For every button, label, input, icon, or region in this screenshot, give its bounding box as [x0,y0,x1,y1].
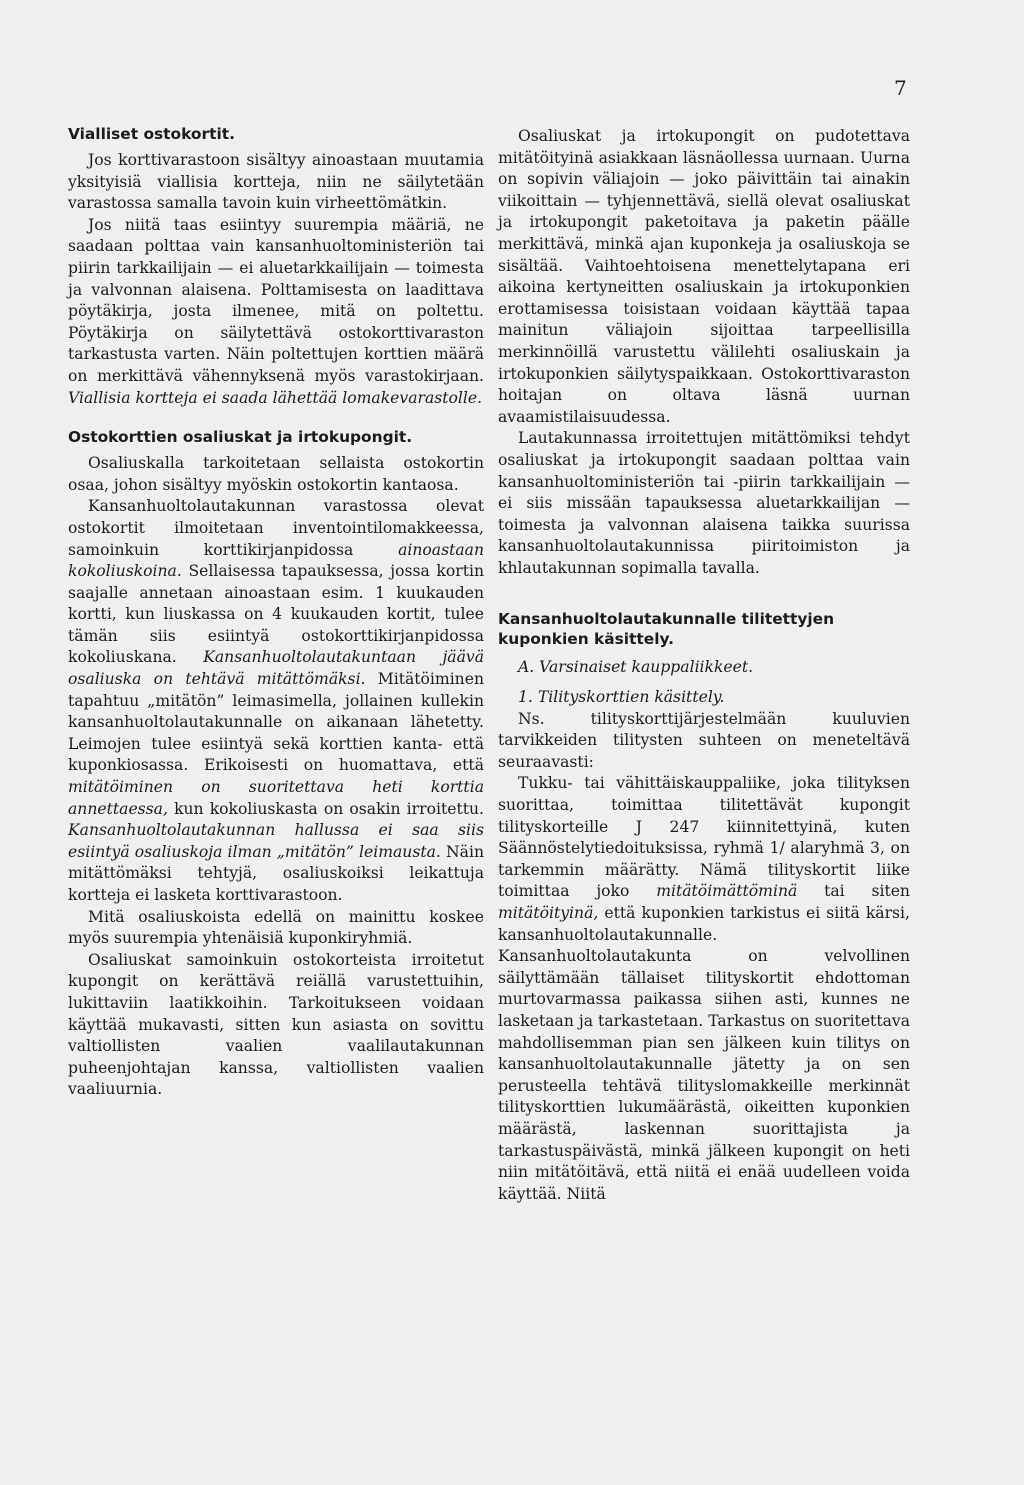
paragraph: Lautakunnassa irroitettujen mitättömiksi tehdyt osaliuskat ja irtokupongit saadaan polttaa vain kansanhuoltoministeriön tai -piirin tarkkailijain — ei siis missään tapauksessa aluetarkkailijan — toimesta ja valvonnan alaisena taikka suurissa kansanhuoltolautakunnissa piiritoimiston ja khlautakunnan sopimalla tavalla. [498,429,910,577]
italic-text: A. Varsinaiset kauppaliikkeet. [518,658,754,677]
italic-text: ainoastaan kokoliuskoina. [68,540,484,581]
text-span: Kansanhuoltolautakunnan varastossa olevat ostokortit ilmoitetaan inventointilomakkeessa, samoinkuin korttikirjanpidossa [68,497,484,559]
italic-text: 1. Tilityskorttien käsittely. [518,688,725,707]
text-span: kun kokoliuskasta on osakin irroitettu. [174,799,484,818]
paragraph: Osaliuskat ja irtokupongit on pudotettava mitätöityinä asiakkaan läsnäollessa uurnaan. Uurna on sopivin väliajoin — joko päivittäin tai ainakin viikoittain — tyhjennettävä, siellä olevat osaliuskat ja irtokupongit paketoitava ja paketin päälle merkittävä, minkä ajan kuponkeja ja osaliuskoja se sisältää. Vaihtoehtoisena menettelytapana eri aikoina kertyneitten osaliuskain ja irtokuponkien erottamisessa toisistaan voidaan käyttää tapaa mainitun väliajoin sijoittaa tarpeellisilla merkinnöillä varustettu välilehti osaliuskain ja irtokuponkien säilytyspaikkaan. Ostokorttivaraston hoitajan on oltava läsnä uurnan avaamistilaisuudessa. [498,127,910,426]
paragraph [68,496,484,906]
paragraph: Jos korttivarastoon sisältyy ainoastaan muutamia yksityisiä viallisia kortteja, niin ne säilytetään varastossa samalla tavoin kuin virheettömätkin. [68,151,484,213]
heading-vialliset-ostokortit: Vialliset ostokortit. [68,125,235,143]
heading-kuponkien-kasittely: Kansanhuoltolautakunnalle tilitettyjen kuponkien käsittely. [498,610,835,649]
text-span: Näin mitättömäksi tehtyjä, osaliuskoiksi leikattuja kortteja ei lasketa korttivarastoon. [68,842,484,904]
italic-text: Kansanhuoltolautakuntaan jäävä osaliuska on tehtävä mitättömäksi. [68,648,484,689]
paragraph: Ns. tilityskorttijärjestelmään kuuluvien tarvikkeiden tilitysten suhteen on meneteltävä seuraavasti: [498,709,910,771]
text-span: Mitätöiminen tapahtuu „mitätön” leimasimella, jollainen kullekin kansanhuoltolautakunnalle on aikanaan lähetetty. Leimojen tulee esiintyä sekä korttien kanta- että kuponkiosassa. Erikoisesti on huomattava, että [68,670,484,775]
text-span: Jos niitä taas esiintyy suurempia määriä, ne saadaan polttaa vain kansanhuoltoministeriön tai piirin tarkkailijain — ei aluetarkkailijain — toimesta ja valvonnan alaisena. Polttamisesta on laadittava pöytäkirja, josta ilmenee, mitä on poltettu. Pöytäkirja on säilytettävä ostokorttivaraston tarkastusta varten. Näin poltettujen korttien määrä on merkittävä vähennyksenä myös varastokirjaan. [68,215,484,385]
italic-text: Viallisia kortteja ei saada lähettää lomakevarastolle. [68,388,483,407]
text-span: tai siten [824,882,910,901]
subheading-tilityskorttien-kasittely [498,687,910,709]
paragraph: Osaliuskalla tarkoitetaan sellaista ostokortin osaa, johon sisältyy myöskin ostokortin kantaosa. [68,454,484,494]
page-number: 7 [894,76,907,100]
text-span: Tukku- tai vähittäiskauppaliike, joka tilityksen suorittaa, toimittaa tilitettävät kupongit tilityskorteille J 247 kiinnitettyinä, kuten Säännöstelytiedoituksissa, ryhmä 1/ alaryhmä 3, on tarkemmin määrätty. Nämä tilityskortit liike toimittaa joko [498,774,910,901]
left-column [68,124,484,1101]
paragraph: Osaliuskat samoinkuin ostokorteista irroitetut kupongit on kerättävä reiällä varustettuihin, lukittaviin laatikkoihin. Tarkoitukseen voidaan käyttää mukavasti, sitten kun asiasta on sovittu valtiollisten vaalien vaalilautakunnan puheenjohtajan kanssa, valtiollisten vaalien vaaliuurnia. [68,950,484,1099]
subheading-varsinaiset-kauppaliikkeet [498,657,910,679]
italic-text: mitätöityinä, [498,904,599,922]
paragraph [498,773,910,1205]
heading-osaliuskat-irtokupongit: Ostokorttien osaliuskat ja irtokupongit. [68,428,413,447]
italic-text: mitätöimättöminä [656,882,798,901]
italic-text: Kansanhuoltolautakunnan hallussa ei saa siis esiintyä osaliuskoja ilman „mitätön” leimausta. [68,821,484,861]
paragraph: Mitä osaliuskoista edellä on mainittu koskee myös suurempia yhtenäisiä kuponkiryhmiä. [68,907,484,948]
right-column [498,126,910,1205]
text-span: että kuponkien tarkistus ei siitä kärsi, kansanhuoltolautakunnalle. Kansanhuoltolautakunta on velvollinen säilyttämään tällaiset tilityskortit ehdottoman murtovarmassa paikassa siihen asti, kunnes ne lasketaan ja tarkastetaan. Tarkastus on suoritettava mahdollisemman pian sen jälkeen kuin tilitys on kansanhuoltolautakunnalle jätetty ja on sen perusteella tehtävä tilityslomakkeille merkinnät tilityskorttien lukumäärästä, oikeitten kuponkien määrästä, laskennan suorittajista ja tarkastuspäivästä, minkä jälkeen kupongit on heti niin mitätöitävä, että niitä ei enää uudelleen voida käyttää. Niitä [498,904,910,1203]
text-span: Sellaisessa tapauksessa, jossa kortin saajalle annetaan ainoastaan esim. 1 kuukauden kortti, kun liuskassa on 4 kuukauden kortit, tulee tämän siis esiintyä ostokorttikirjanpidossa kokoliuskana. [68,562,484,667]
paragraph [68,215,484,409]
italic-text: mitätöiminen on suoritettava heti korttia annettaessa, [68,778,484,818]
